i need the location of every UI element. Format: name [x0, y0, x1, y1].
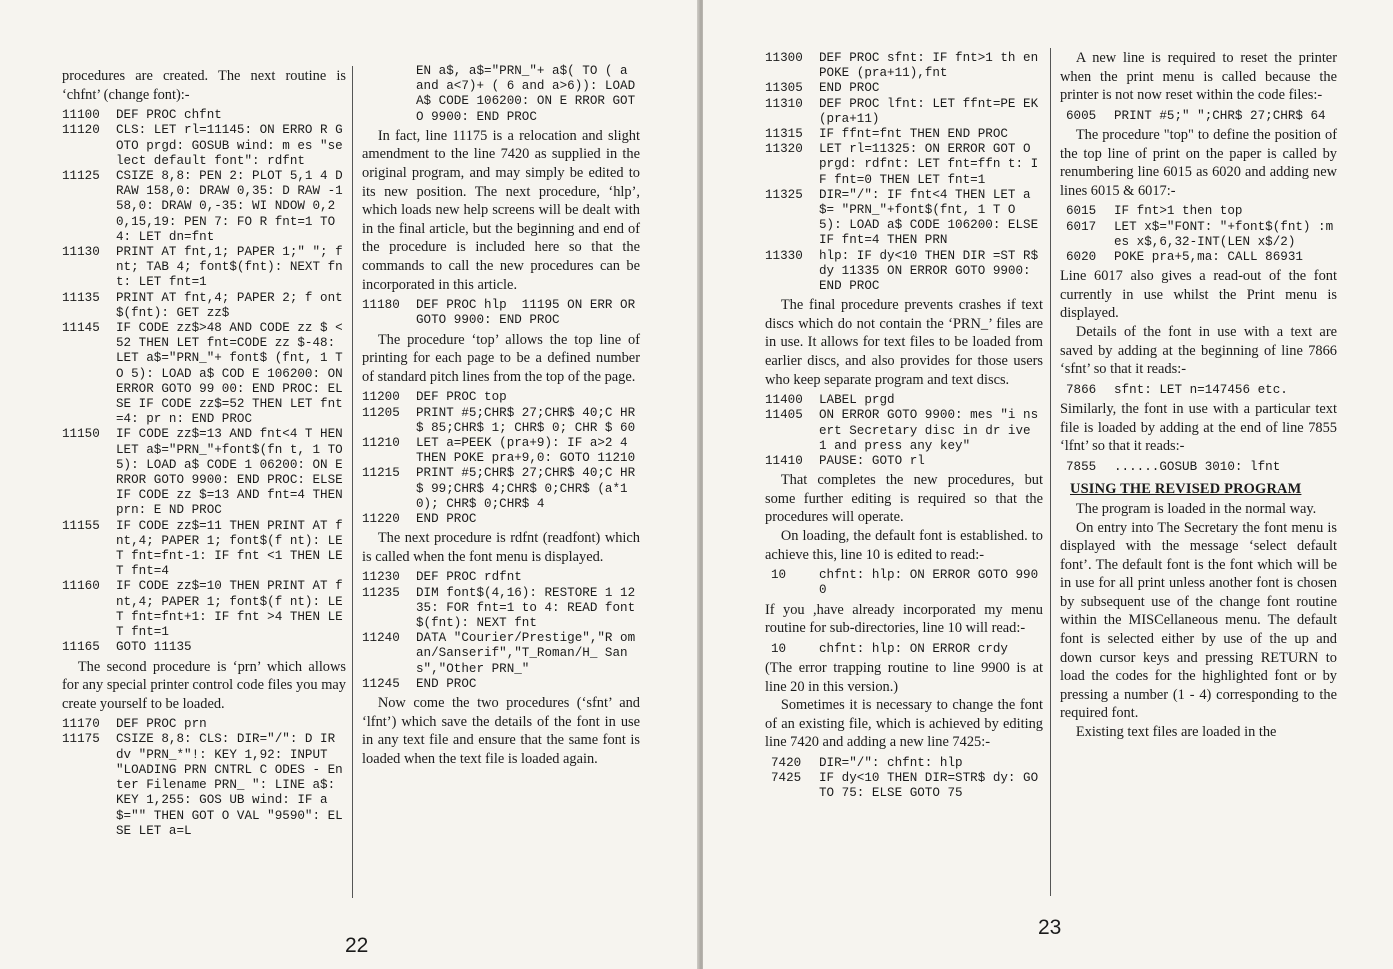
- line-code: IF CODE zz$=11 THEN PRINT AT fnt,4; PAPER 1; font$(f nt): LET fnt=fnt-1: IF fnt <1 THEN LET fnt=4: [116, 518, 343, 579]
- line-code: IF CODE zz$=10 THEN PRINT AT fnt,4; PAPER 1; font$(f nt): LET fnt=fnt+1: IF fnt >4 THEN LET fnt=1: [116, 579, 343, 640]
- code-line: [62, 291, 346, 321]
- line-number: 7866: [1066, 382, 1097, 397]
- line-number: 11155: [62, 518, 100, 533]
- line-code: DEF PROC lfnt: LET ffnt=PE EK (pra+11): [819, 96, 1046, 126]
- line-number: 6017: [1066, 219, 1097, 234]
- line-code: CSIZE 8,8: CLS: DIR="/": D IR dv "PRN_*"!: KEY 1,92: INPUT "LOADING PRN CNTRL C ODES - Enter Filename PRN_ ": LINE a$: KEY 1,255: GOS UB wind: IF a$="" THEN GOT O VAL "9590": ELSE LET a=L: [116, 732, 343, 838]
- line-code: END PROC: [416, 511, 477, 526]
- line-code: IF CODE zz$>48 AND CODE zz $ <52 THEN LET fnt=CODE zz $-48: LET a$="PRN_"+ font$ (fnt, 1 TO 5): LOAD a$ COD E 106200: ON ERROR GOTO 99 00: END PROC: ELSE IF CODE zz$=52 THEN LET fnt=4: pr n: END PROC: [116, 321, 351, 427]
- code-listing: [62, 108, 351, 655]
- page-number-right: 23: [1038, 916, 1062, 939]
- section-heading: USING THE REVISED PROGRAM: [1070, 480, 1302, 497]
- code-line: [362, 298, 643, 328]
- code-line: [765, 568, 1043, 598]
- line-number: 11130: [62, 245, 100, 260]
- line-number: 11410: [765, 454, 803, 469]
- line-number: 11320: [765, 142, 803, 157]
- line-code: END PROC: [416, 676, 477, 691]
- code-listing: [1060, 109, 1337, 124]
- code-listing: [1060, 383, 1337, 398]
- line-code: PRINT #5;CHR$ 27;CHR$ 40;C HR$ 85;CHR$ 1; CHR$ 0; CHR $ 60: [416, 405, 636, 435]
- code-listing: [362, 570, 640, 692]
- right-page: [703, 0, 1393, 969]
- line-number: 6005: [1066, 108, 1097, 123]
- body-paragraph: Sometimes it is necessary to change the font of an existing file, which is achieved by editing line 7420 and adding a new line 7425:-: [765, 697, 1043, 751]
- code-line: [765, 81, 1043, 96]
- line-code: DEF PROC chfnt: [116, 108, 222, 123]
- code-line: [362, 64, 643, 125]
- line-number: 11330: [765, 248, 803, 263]
- line-code: PAUSE: GOTO rl: [819, 454, 925, 469]
- code-line: [765, 454, 1043, 469]
- code-line: [62, 123, 346, 169]
- code-line: [765, 408, 1043, 454]
- left-page-column-1: [62, 67, 351, 897]
- line-code: IF dy<10 THEN DIR=STR$ dy: GOTO 75: ELSE GOTO 75: [819, 771, 1039, 801]
- body-paragraph: The final procedure prevents crashes if text discs which do not contain the ‘PRN_’ files are in use. It allows for text files to be loaded from earlier discs, and also provides for those users who keep separate program and text discs.: [765, 297, 1043, 388]
- line-code: LET rl=11325: ON ERROR GOT O prgd: rdfnt: LET fnt=ffn t: IF fnt=0 THEN LET fnt=1: [819, 142, 1039, 187]
- body-paragraph: Now come the two procedures (‘sfnt’ and ‘lfnt’) which save the details of the font in use in any text file and ensure that the same font is loaded when the text file is loaded again.: [362, 694, 640, 767]
- body-paragraph: Existing text files are loaded in the: [1075, 724, 1277, 741]
- code-listing: [765, 51, 1046, 294]
- code-line: [1060, 204, 1337, 219]
- code-line: [1060, 220, 1337, 250]
- code-line: [362, 631, 640, 677]
- code-line: [765, 96, 1046, 127]
- line-number: 11120: [62, 123, 100, 138]
- code-line: [765, 756, 1043, 771]
- body-paragraph: The second procedure is ‘prn’ which allows for any special printer control code files you may create yourself to be loaded.: [62, 658, 346, 712]
- line-number: 10: [771, 641, 787, 656]
- code-line: [765, 187, 1046, 249]
- code-line: [62, 519, 346, 580]
- code-listing: [765, 393, 1043, 469]
- line-number: 6015: [1066, 204, 1097, 219]
- line-code: DEF PROC sfnt: IF fnt>1 th en POKE (pra+11),fnt: [819, 51, 1046, 81]
- line-number: 11300: [765, 51, 803, 65]
- line-number: 11180: [362, 298, 400, 313]
- line-code: DATA "Courier/Prestige","R oman/Sanserif","T_Roman/H_ Sans","Other PRN_": [416, 631, 636, 676]
- body-paragraph: The procedure "top" to define the position of the top line of print on the paper is called by renumbering line 6015 as 6020 and adding new lines 6015 & 6017:-: [1060, 126, 1337, 199]
- line-number: 11135: [62, 290, 100, 305]
- line-number: 7420: [771, 755, 802, 770]
- line-number: 11245: [362, 676, 400, 691]
- line-code: DIM font$(4,16): RESTORE 1 1235: FOR fnt=1 to 4: READ font$(fnt): NEXT fnt: [416, 585, 636, 630]
- code-line: [765, 127, 1043, 142]
- code-line: [362, 406, 640, 436]
- line-number: 11240: [362, 631, 400, 646]
- code-listing: [1060, 204, 1337, 265]
- line-code: POKE pra+5,ma: CALL 86931: [1114, 249, 1303, 264]
- code-listing: [362, 298, 643, 328]
- code-line: [62, 732, 346, 838]
- line-code: DEF PROC top: [416, 390, 507, 405]
- line-code: chfnt: hlp: ON ERROR crdy: [819, 641, 1008, 656]
- body-paragraph: The program is loaded in the normal way.: [1075, 500, 1317, 517]
- code-line: [362, 390, 640, 405]
- line-code: CLS: LET rl=11145: ON ERRO R GOTO prgd: GOSUB wind: m es "select default font": rdfnt: [116, 123, 343, 168]
- line-code: IF fnt>1 then top: [1114, 204, 1243, 219]
- line-number: 11310: [765, 96, 803, 111]
- line-number: 11150: [62, 427, 100, 442]
- line-number: 7425: [771, 771, 802, 786]
- body-paragraph: Line 6017 also gives a read-out of the font currently in use whilst the Print menu is displayed.: [1060, 268, 1337, 322]
- line-code: DEF PROC hlp 11195 ON ERR OR GOTO 9900: END PROC: [416, 298, 643, 328]
- line-code: hlp: IF dy<10 THEN DIR =ST R$ dy 11335 ON ERROR GOTO 9900: END PROC: [819, 248, 1046, 294]
- body-paragraph: On entry into The Secretary the font menu is displayed with the message ‘select default font’. The default font is the font which will be in use for all print unless another font is chosen by subsequent use of the change font routine within the MISCellaneous menu. The default font is selected either by use of the up and down cursor keys and pressing RETURN to load the codes for the highlighted font or by pressing a number (1 - 4) corresponding to the required font.: [1060, 519, 1337, 722]
- code-line: [62, 579, 346, 640]
- code-listing: [62, 717, 346, 839]
- line-number: 11205: [362, 405, 400, 420]
- code-listing: [1060, 460, 1337, 475]
- line-code: EN a$, a$="PRN_"+ a$( TO ( a and a<7)+ ( 6 and a>6)): LOAD A$ CODE 106200: ON E RROR GOTO 9900: END PROC: [416, 64, 643, 124]
- code-line: [1060, 250, 1337, 265]
- line-number: 11125: [62, 169, 100, 183]
- code-listing: [362, 390, 640, 527]
- line-code: IF CODE zz$=13 AND fnt<4 T HEN LET a$="PRN_"+font$(fn t, 1 TO 5): LOAD a$ CODE 1 06200: ON ERROR GOTO 9900: END PROC: ELSE IF CODE zz $=13 AND fnt=4 THEN prn: E ND PROC: [116, 427, 351, 518]
- line-code: PRINT #5;" ";CHR$ 27;CHR$ 64: [1114, 108, 1326, 123]
- code-line: [765, 393, 1043, 408]
- line-code: chfnt: hlp: ON ERROR GOTO 9900: [819, 568, 1039, 598]
- line-number: 11405: [765, 408, 803, 423]
- code-line: [362, 512, 640, 527]
- line-code: IF ffnt=fnt THEN END PROC: [819, 127, 1008, 142]
- line-code: PRINT AT fnt,4; PAPER 2; f ont$(fnt): GET zz$: [116, 290, 343, 320]
- code-line: [62, 717, 346, 732]
- body-paragraph: In fact, line 11175 is a relocation and slight amendment to the line 7420 as supplied in the original program, and may simply be edited to its new position. The next procedure, ‘hlp’, which loads new help screens will be dealt with in the final article, but the beginning and end of the procedure is included here so that the commands to call the new procedures can be incorporated in this article.: [362, 127, 640, 293]
- line-code: LET x$="FONT: "+font$(fnt) :mes x$,6,32-INT(LEN x$/2): [1114, 219, 1334, 249]
- line-number: 11235: [362, 585, 400, 600]
- line-code: LABEL prgd: [819, 393, 895, 408]
- body-paragraph: On loading, the default font is established. to achieve this, line 10 is edited to read:-: [765, 528, 1043, 563]
- line-number: 6020: [1066, 249, 1097, 264]
- code-line: [362, 570, 640, 585]
- line-number: 11305: [765, 81, 803, 96]
- line-code: DIR="/": chfnt: hlp: [819, 755, 963, 770]
- line-code: ......GOSUB 3010: lfnt: [1114, 459, 1281, 474]
- line-number: 11210: [362, 435, 400, 450]
- line-code: DEF PROC rdfnt: [416, 570, 522, 585]
- code-listing: [765, 642, 1043, 657]
- line-number: 11315: [765, 127, 803, 142]
- line-code: DEF PROC prn: [116, 717, 207, 732]
- body-paragraph: If you ,have already incorporated my menu routine for sub-directories, line 10 will read:-: [765, 601, 1043, 637]
- code-line: [765, 248, 1046, 295]
- line-code: CSIZE 8,8: PEN 2: PLOT 5,1 4 DRAW 158,0: DRAW 0,35: D RAW -158,0: DRAW 0,-35: WI NDOW 0,20,15,19: PEN 7: FO R fnt=1 TO 4: LET dn=fnt: [116, 169, 343, 244]
- line-code: PRINT #5;CHR$ 27;CHR$ 40;C HR$ 99;CHR$ 4;CHR$ 0;CHR$ (a*10); CHR$ 0;CHR$ 4: [416, 466, 636, 511]
- right-page-column-2: [1060, 49, 1337, 894]
- line-number: 11145: [62, 321, 100, 336]
- line-number: 11165: [62, 640, 100, 655]
- page-number-left: 22: [345, 934, 369, 957]
- line-code: GOTO 11135: [116, 640, 192, 655]
- code-listing: [362, 64, 643, 125]
- line-number: 7855: [1066, 459, 1097, 474]
- code-line: [62, 427, 351, 518]
- body-paragraph: The next procedure is rdfnt (readfont) which is called when the font menu is displayed.: [362, 530, 640, 565]
- code-listing: [765, 756, 1043, 802]
- line-number: 11215: [362, 466, 400, 481]
- body-paragraph: A new line is required to reset the printer when the print menu is called because the printer is not now reset within the code files:-: [1060, 50, 1337, 104]
- code-listing: [765, 568, 1043, 598]
- code-line: [765, 771, 1043, 801]
- code-line: [1060, 383, 1337, 398]
- left-page-column-2: [362, 60, 643, 905]
- line-code: PRINT AT fnt,1; PAPER 1;" "; fnt; TAB 4; font$(fnt): NEXT fnt: LET fnt=1: [116, 245, 343, 290]
- code-line: [765, 642, 1043, 657]
- line-code: ON ERROR GOTO 9900: mes "i nsert Secretary disc in dr ive 1 and press any key": [819, 408, 1039, 453]
- body-paragraph: procedures are created. The next routine is ‘chfnt’ (change font):-: [62, 68, 346, 103]
- line-number: 11220: [362, 511, 400, 526]
- body-paragraph: (The error trapping routine to line 9900 is at line 20 in this version.): [765, 660, 1043, 695]
- code-line: [62, 321, 351, 427]
- code-line: [362, 677, 640, 692]
- code-line: [62, 245, 346, 291]
- code-line: [362, 466, 640, 512]
- code-line: [1060, 109, 1337, 124]
- left-page-column-divider: [352, 66, 353, 898]
- line-number: 11170: [62, 717, 100, 732]
- body-paragraph: Similarly, the font in use with a particular text file is loaded by adding at the end of line 7855 ‘lfnt’ so that it reads:-: [1060, 400, 1337, 455]
- line-number: 11175: [62, 732, 100, 747]
- line-number: 10: [771, 568, 787, 583]
- line-number: 11230: [362, 570, 400, 585]
- line-code: END PROC: [819, 81, 880, 96]
- line-number: 11200: [362, 390, 400, 405]
- code-line: [765, 51, 1046, 81]
- line-number: 11400: [765, 393, 803, 408]
- right-page-column-1: [765, 47, 1046, 892]
- code-line: [1060, 460, 1337, 475]
- code-line: [362, 436, 640, 466]
- line-code: sfnt: LET n=147456 etc.: [1114, 382, 1288, 397]
- line-number: 11160: [62, 579, 100, 594]
- line-number: [362, 64, 416, 125]
- body-paragraph: The procedure ‘top’ allows the top line of printing for each page to be a defined number of standard pitch lines from the top of the page.: [362, 331, 640, 385]
- code-line: [62, 108, 346, 123]
- body-paragraph: That completes the new procedures, but some further editing is required so that the procedures will operate.: [765, 472, 1043, 526]
- line-code: DIR="/": IF fnt<4 THEN LET a$= "PRN_"+font$(fnt, 1 T O 5): LOAD a$ CODE 106200: ELSE IF fnt=4 THEN PRN: [819, 187, 1046, 248]
- line-code: LET a=PEEK (pra+9): IF a>2 4 THEN POKE pra+9,0: GOTO 11210: [416, 435, 636, 466]
- code-line: [62, 169, 346, 245]
- line-number: 11100: [62, 108, 100, 123]
- code-line: [362, 586, 640, 632]
- body-paragraph: Details of the font in use with a text are saved by adding at the beginning of line 7866 ‘sfnt’ so that it reads:-: [1060, 323, 1337, 378]
- code-line: [62, 640, 346, 655]
- code-line: [765, 142, 1043, 188]
- line-number: 11325: [765, 187, 803, 202]
- right-page-column-divider: [1050, 48, 1051, 896]
